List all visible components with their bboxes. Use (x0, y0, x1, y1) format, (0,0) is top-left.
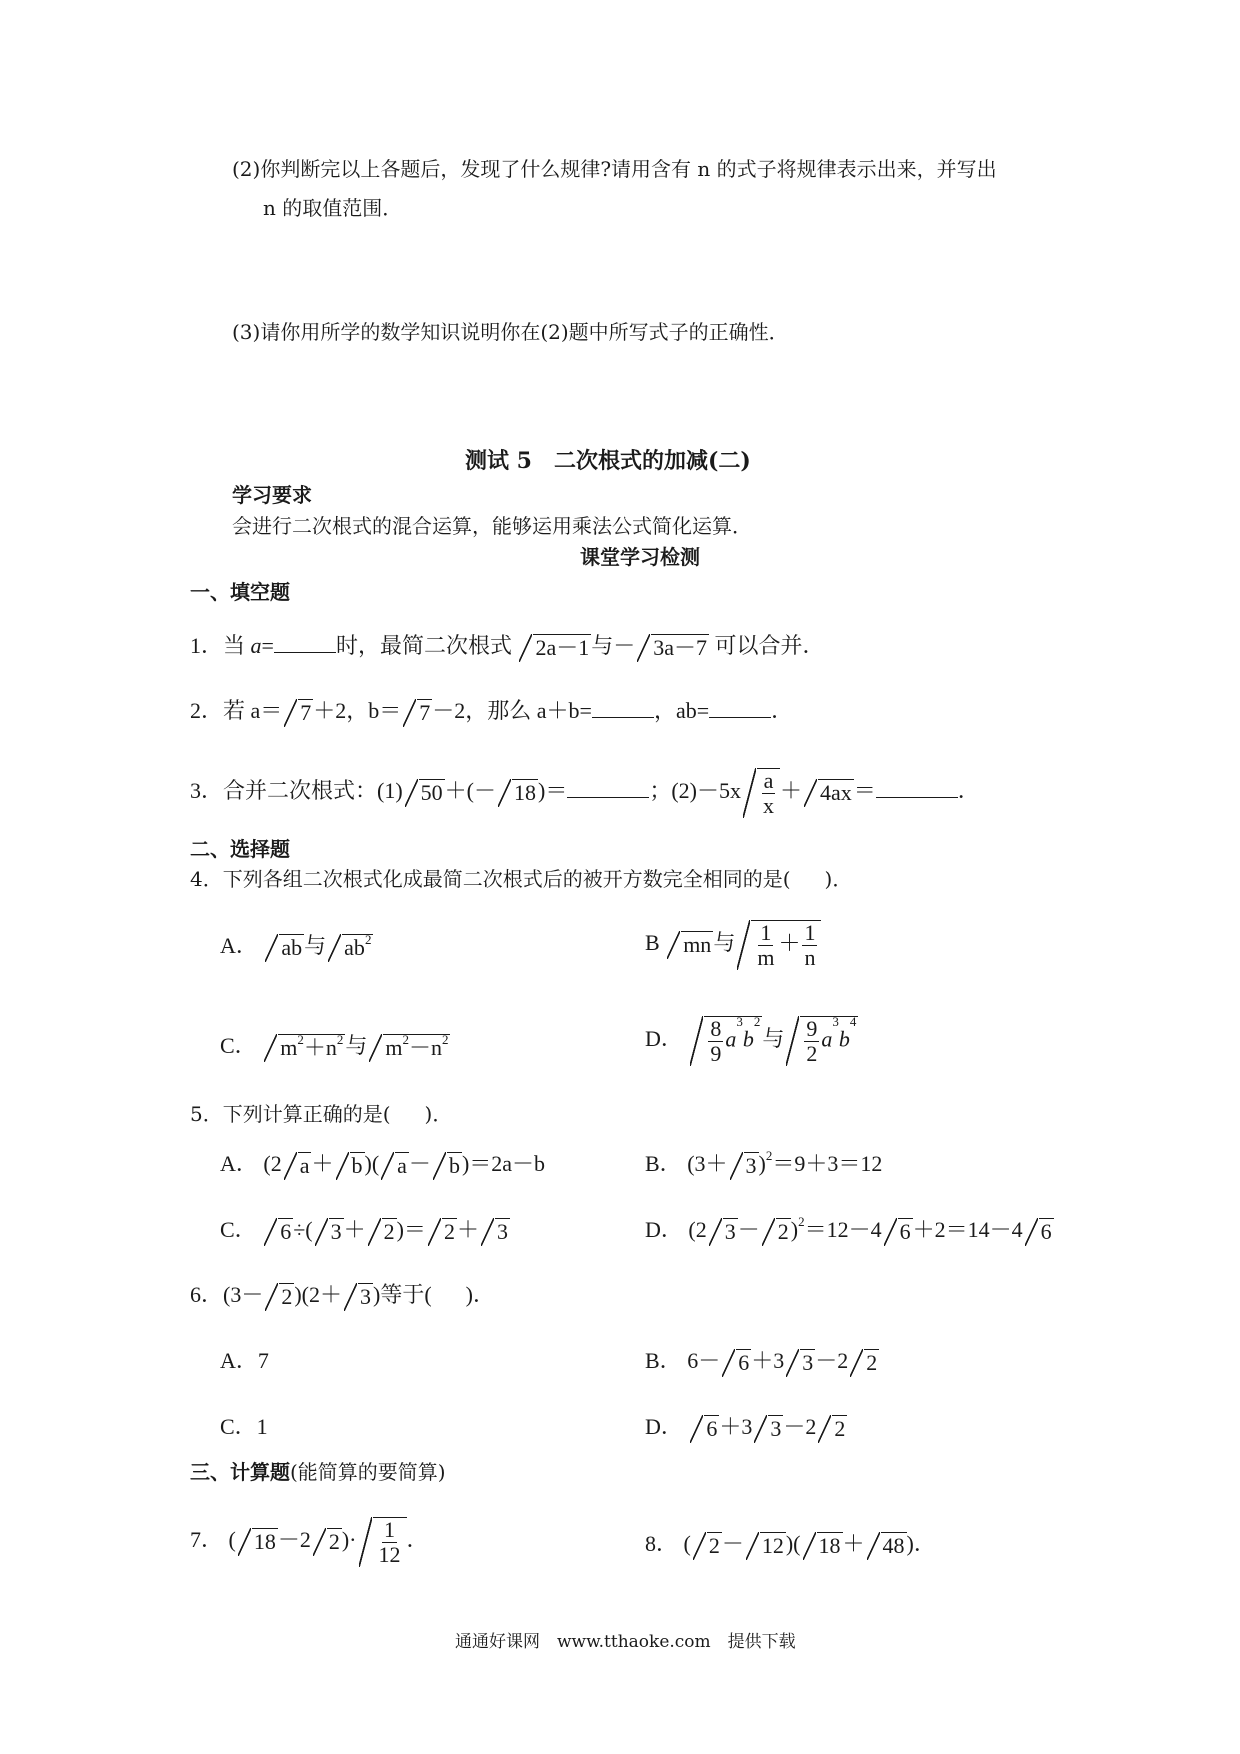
q7-number: 7． (190, 1527, 224, 1553)
q7-frac-num: 1 (384, 1517, 396, 1542)
q6-b-root-1-body: 6 (738, 1350, 750, 1376)
q6-b-e3: －2 (815, 1348, 849, 1373)
q5-b-sup: 2 (765, 1148, 773, 1163)
q5-d-e4: ＝12－4 (804, 1217, 882, 1242)
q3-root-1 (404, 779, 445, 807)
q7-root-3 (358, 1517, 407, 1567)
q5-a-root-3-body: a (397, 1153, 407, 1179)
q4-b-frac-2 (802, 921, 817, 970)
q7-fraction (377, 1518, 403, 1567)
q5-d-root-1 (708, 1218, 738, 1246)
q5-d-root-3 (883, 1218, 913, 1246)
q5-option-b[interactable] (645, 1150, 882, 1180)
q1 (190, 628, 825, 662)
q4-b-frac-1-num: 1 (760, 920, 772, 945)
q3-root-1-body: 50 (420, 780, 443, 806)
q3 (190, 768, 980, 818)
q2-product-blank[interactable] (709, 693, 771, 718)
q2-root-2 (402, 699, 432, 727)
q6-b-root-2 (785, 1349, 815, 1377)
q7-e2: －2 (277, 1527, 311, 1553)
q6-root-2 (343, 1283, 373, 1311)
q5-close: )． (424, 1102, 453, 1126)
q1-answer-blank[interactable] (274, 628, 336, 653)
q8-root-3-body: 18 (818, 1533, 841, 1559)
q5-b-label: B． (645, 1151, 682, 1176)
q3-answer-blank-1[interactable] (567, 773, 649, 798)
section-calc-title: 三、计算题 (190, 1460, 290, 1484)
q3-frac-den: x (762, 793, 774, 819)
q2-root-1-body: 7 (300, 700, 312, 726)
q5-c-label: C． (220, 1217, 257, 1242)
q4-c-r2-b: －n (408, 1035, 442, 1061)
question-2-line2: n 的取值范围． (263, 196, 403, 220)
q6-d-e1: ＋3 (719, 1414, 753, 1439)
q5-d-root-3-body: 6 (899, 1219, 911, 1245)
q5-c-e2: ＋ (343, 1217, 366, 1242)
q4-a-root-1-body: ab (281, 935, 303, 961)
q5-c-root-3-body: 2 (383, 1219, 395, 1245)
q7-e1: ( (228, 1527, 236, 1553)
q6-stem (190, 1281, 495, 1311)
q5-b-e1: (3＋ (687, 1151, 728, 1176)
q3-root-3 (742, 768, 780, 818)
q4-d-frac-2-den: 2 (806, 1041, 818, 1067)
q5-c-e1: ÷( (293, 1217, 313, 1242)
q6-close: )． (465, 1282, 495, 1307)
q6-option-d[interactable] (645, 1413, 847, 1443)
q5-option-d[interactable] (645, 1216, 1054, 1246)
q4-option-b[interactable] (645, 920, 821, 970)
q3-text2: ＋(－ (444, 778, 496, 804)
q6-root-1 (264, 1283, 294, 1311)
q5-a-e5: )＝2a－b (461, 1151, 546, 1176)
q4-a-label: A． (220, 933, 258, 958)
q6-d-root-2-body: 3 (770, 1416, 782, 1442)
q5-b-root-body: 3 (745, 1153, 757, 1179)
q5-d-e3: ) (790, 1217, 799, 1242)
q8-root-1-body: 2 (708, 1533, 720, 1559)
q5-option-c[interactable] (220, 1216, 510, 1246)
q4-close: )． (824, 867, 853, 891)
q3-text3: )＝ (538, 778, 568, 804)
q5-c-root-1 (263, 1218, 293, 1246)
q8-root-1 (692, 1532, 722, 1560)
q4-c-r2-a: m (385, 1035, 403, 1061)
q4-c-sup-3: 2 (402, 1032, 409, 1048)
q5-c-root-2 (314, 1218, 344, 1246)
q4-d-frac-2 (804, 1017, 819, 1066)
q4-option-d[interactable] (645, 1016, 858, 1066)
q4-text: 下列各组二次根式化成最简二次根式后的被开方数完全相同的是( (222, 867, 791, 891)
q3-frac-num: a (763, 768, 774, 793)
q4-stem (190, 867, 852, 892)
q3-root-2-body: 18 (514, 780, 536, 806)
q5-d-root-2-body: 2 (777, 1219, 789, 1245)
q4-a-sup: 2 (364, 932, 372, 948)
q4-c-root-1 (263, 1034, 345, 1062)
q5-a-e2: ＋ (311, 1151, 334, 1176)
q6-d-label: D． (645, 1414, 683, 1439)
q3-answer-blank-2[interactable] (876, 773, 958, 798)
q8-root-2 (745, 1532, 786, 1560)
q2-text: 若 a＝ (223, 698, 283, 724)
q5-b-e3: ＝9＋3＝12 (772, 1151, 883, 1176)
q5-d-label: D． (645, 1217, 683, 1242)
q3-text: 合并二次根式：(1) (223, 778, 403, 804)
q5-number: 5． (190, 1102, 223, 1126)
section-calc-note: (能简算的要简算) (290, 1460, 446, 1484)
q4-option-c[interactable] (220, 1032, 450, 1062)
q5-c-root-5 (480, 1218, 510, 1246)
q5-d-e1: (2 (688, 1217, 707, 1242)
q5-option-a[interactable] (220, 1150, 545, 1180)
q4-d-sup-4: 4 (849, 1014, 857, 1029)
q6-d-root-2 (753, 1415, 783, 1443)
q1-number: 1． (190, 633, 224, 659)
q8-root-3 (802, 1532, 843, 1560)
footer-text: 通通好课网 www.tthaoke.com 提供下载 (455, 1632, 796, 1652)
q4-d-label: D． (645, 1026, 683, 1052)
q8-root-2-body: 12 (761, 1533, 784, 1559)
q1-text3: 与－ (591, 633, 636, 659)
q4-number: 4． (190, 867, 223, 891)
q7-root-2 (312, 1528, 342, 1556)
q5-a-root-4-body: b (448, 1153, 460, 1179)
q5-c-root-4 (427, 1218, 457, 1246)
q5-a-root-3 (380, 1152, 409, 1180)
q4-a-root-2 (327, 934, 373, 962)
q4-a-root-1 (264, 934, 304, 962)
q4-c-r1-b: ＋n (303, 1035, 337, 1061)
q4-d-var-b2: b (838, 1026, 850, 1052)
q6-b-root-3-body: 2 (866, 1350, 878, 1376)
q5-a-e1: (2 (263, 1151, 282, 1176)
q4-option-a[interactable] (220, 932, 373, 962)
question-2-line1: (2)你判断完以上各题后，发现了什么规律?请用含有 n 的式子将规律表示出来，并写出 (232, 157, 997, 181)
q3-root-4-body: 4ax (820, 780, 852, 806)
q6-b-e2: ＋3 (751, 1348, 785, 1373)
q3-eq: ＝ (853, 778, 876, 804)
section-calc (190, 1460, 446, 1485)
q4-b-root-2 (736, 920, 821, 970)
q5-a-root-2-body: b (351, 1153, 363, 1179)
q6-root-1-body: 2 (281, 1284, 293, 1310)
q1-var: a (250, 633, 262, 659)
q4-d-var-a2: a (821, 1026, 833, 1052)
q5-stem (190, 1102, 452, 1127)
q6-e3: )等于( (373, 1282, 432, 1307)
q4-b-root-1 (666, 931, 713, 959)
q5-d-root-4-body: 6 (1040, 1219, 1052, 1245)
q3-root-2 (497, 779, 538, 807)
q8-e5: )． (906, 1531, 936, 1556)
q7-frac-den: 12 (378, 1542, 401, 1568)
q5-a-root-1 (283, 1152, 312, 1180)
q4-d-frac-1-den: 9 (710, 1041, 722, 1067)
q2-text2: ＋2，b＝ (313, 698, 402, 724)
q1-root-1 (518, 634, 591, 662)
q4-b-root-1-body: mn (683, 932, 712, 958)
q1-root-2-body: 3a－7 (653, 635, 708, 661)
q4-d-var-b: b (742, 1026, 754, 1052)
q4-d-frac-1 (708, 1017, 723, 1066)
q4-d-frac-2-num: 9 (806, 1016, 818, 1041)
q8-e1: ( (683, 1531, 691, 1556)
q4-c-sup-4: 2 (441, 1032, 449, 1048)
q8-number: 8． (645, 1531, 679, 1556)
q7-root-1 (237, 1528, 278, 1556)
q2-end: ． (771, 698, 794, 724)
q6-e1: (3－ (223, 1282, 264, 1307)
q4-d-sup-2: 2 (753, 1014, 761, 1029)
q5-text: 下列计算正确的是( (222, 1102, 391, 1126)
q5-c-root-1-body: 6 (280, 1219, 292, 1245)
q6-b-root-2-body: 3 (802, 1350, 814, 1376)
q8 (645, 1530, 936, 1560)
q4-c-label: C． (220, 1033, 257, 1058)
q6-option-a[interactable]: A．7 (220, 1348, 269, 1373)
q4-a-root-2-body: ab (344, 935, 365, 961)
q3-text4: ；(2)－5x (649, 778, 741, 804)
q6-b-root-1 (721, 1349, 751, 1377)
q6-option-c[interactable]: C．1 (220, 1414, 268, 1439)
q3-end: ． (957, 778, 980, 804)
classroom-check-title: 课堂学习检测 (580, 545, 700, 569)
q1-eq: = (261, 633, 274, 659)
q2-root-1 (283, 699, 313, 727)
q4-b-frac-1 (755, 921, 776, 970)
q5-d-e2: － (737, 1217, 760, 1242)
q7-root-1-body: 18 (253, 1529, 276, 1555)
q4-b-label: B (645, 930, 660, 956)
q4-c-sup-1: 2 (297, 1032, 304, 1048)
q4-c-r1-a: m (280, 1035, 298, 1061)
q6-e2: )(2＋ (294, 1282, 342, 1307)
q4-d-sup-1: 3 (736, 1014, 743, 1029)
q5-d-root-1-body: 3 (724, 1219, 736, 1245)
q5-c-e4: ＋ (456, 1217, 479, 1242)
q5-a-root-2 (335, 1152, 365, 1180)
q5-c-root-3 (367, 1218, 397, 1246)
q1-text4: 可以合并． (714, 633, 825, 659)
q6-b-root-3 (849, 1349, 879, 1377)
q4-d-sup-3: 3 (832, 1014, 839, 1029)
section-fill-in: 一、填空题 (190, 580, 290, 604)
q4-b-and: 与 (713, 930, 736, 956)
question-3-prove: (3)请你用所学的数学知识说明你在(2)题中所写式子的正确性． (232, 320, 789, 344)
q2-root-2-body: 7 (419, 700, 431, 726)
q8-e4: ＋ (842, 1531, 865, 1556)
q6-d-root-1 (689, 1415, 719, 1443)
q3-number: 3． (190, 778, 224, 804)
q5-b-e2: ) (758, 1151, 766, 1176)
q4-a-and: 与 (304, 933, 327, 958)
q1-text2: 时，最简二次根式 (335, 633, 512, 659)
q4-b-frac-2-den: n (804, 945, 816, 971)
q4-d-and: 与 (762, 1026, 785, 1052)
q5-b-root (729, 1152, 759, 1180)
q1-root-2 (636, 634, 709, 662)
q5-a-e3: )( (364, 1151, 380, 1176)
q5-a-e4: － (408, 1151, 431, 1176)
q5-c-root-2-body: 3 (330, 1219, 342, 1245)
test-title: 测试 5 二次根式的加减(二) (465, 448, 751, 474)
q6-d-e2: －2 (783, 1414, 817, 1439)
q3-fraction (761, 769, 776, 818)
q8-e2: － (721, 1531, 744, 1556)
requirements-label: 学习要求 (232, 483, 312, 507)
q2-sum-blank[interactable] (592, 693, 654, 718)
q4-b-frac-2-num: 1 (804, 920, 816, 945)
q5-a-label: A． (220, 1151, 258, 1176)
q4-d-root-2 (785, 1016, 858, 1066)
q1-text: 当 (223, 633, 251, 659)
q8-e3: )( (785, 1531, 801, 1556)
q4-d-var-a: a (725, 1026, 737, 1052)
q2 (190, 693, 793, 727)
q6-d-root-3-body: 2 (834, 1416, 846, 1442)
q2-number: 2． (190, 698, 224, 724)
q6-d-root-1-body: 6 (706, 1416, 718, 1442)
q8-root-4-body: 48 (882, 1533, 905, 1559)
q4-b-plus: ＋ (778, 930, 801, 956)
q6-root-2-body: 3 (360, 1284, 371, 1310)
q4-b-frac-1-den: m (757, 945, 775, 971)
q1-root-1-body: 2a－1 (535, 635, 590, 661)
q4-d-frac-1-num: 8 (710, 1016, 722, 1041)
q5-d-root-4 (1024, 1218, 1054, 1246)
q7-root-2-body: 2 (328, 1529, 340, 1555)
q4-c-root-2 (368, 1034, 450, 1062)
q5-c-root-4-body: 2 (443, 1219, 455, 1245)
q5-c-root-5-body: 3 (496, 1219, 508, 1245)
section-choice: 二、选择题 (190, 837, 290, 861)
requirements-text: 会进行二次根式的混合运算，能够运用乘法公式简化运算． (232, 514, 752, 538)
q4-c-and: 与 (345, 1033, 368, 1058)
q7 (190, 1517, 429, 1567)
q2-text3: －2，那么 a＋b= (432, 698, 592, 724)
q6-option-b[interactable] (645, 1347, 879, 1377)
q5-a-root-4 (432, 1152, 462, 1180)
q5-d-e5: ＋2＝14－4 (912, 1217, 1023, 1242)
q4-c-sup-2: 2 (336, 1032, 344, 1048)
q7-end: ． (406, 1527, 429, 1553)
q3-root-4 (803, 779, 854, 807)
q5-c-e3: )＝ (396, 1217, 426, 1242)
q8-root-4 (866, 1532, 907, 1560)
q3-plus: ＋ (779, 778, 802, 804)
q6-d-root-3 (817, 1415, 847, 1443)
q2-text4: ，ab= (653, 698, 710, 724)
q5-a-root-1-body: a (299, 1153, 310, 1179)
q7-e3: )· (341, 1527, 357, 1553)
q6-b-e1: 6－ (687, 1348, 721, 1373)
q4-d-root-1 (689, 1016, 762, 1066)
q6-number: 6． (190, 1282, 224, 1307)
q5-d-root-2 (761, 1218, 791, 1246)
q6-b-label: B． (645, 1348, 682, 1373)
q5-d-sup: 2 (798, 1214, 805, 1229)
